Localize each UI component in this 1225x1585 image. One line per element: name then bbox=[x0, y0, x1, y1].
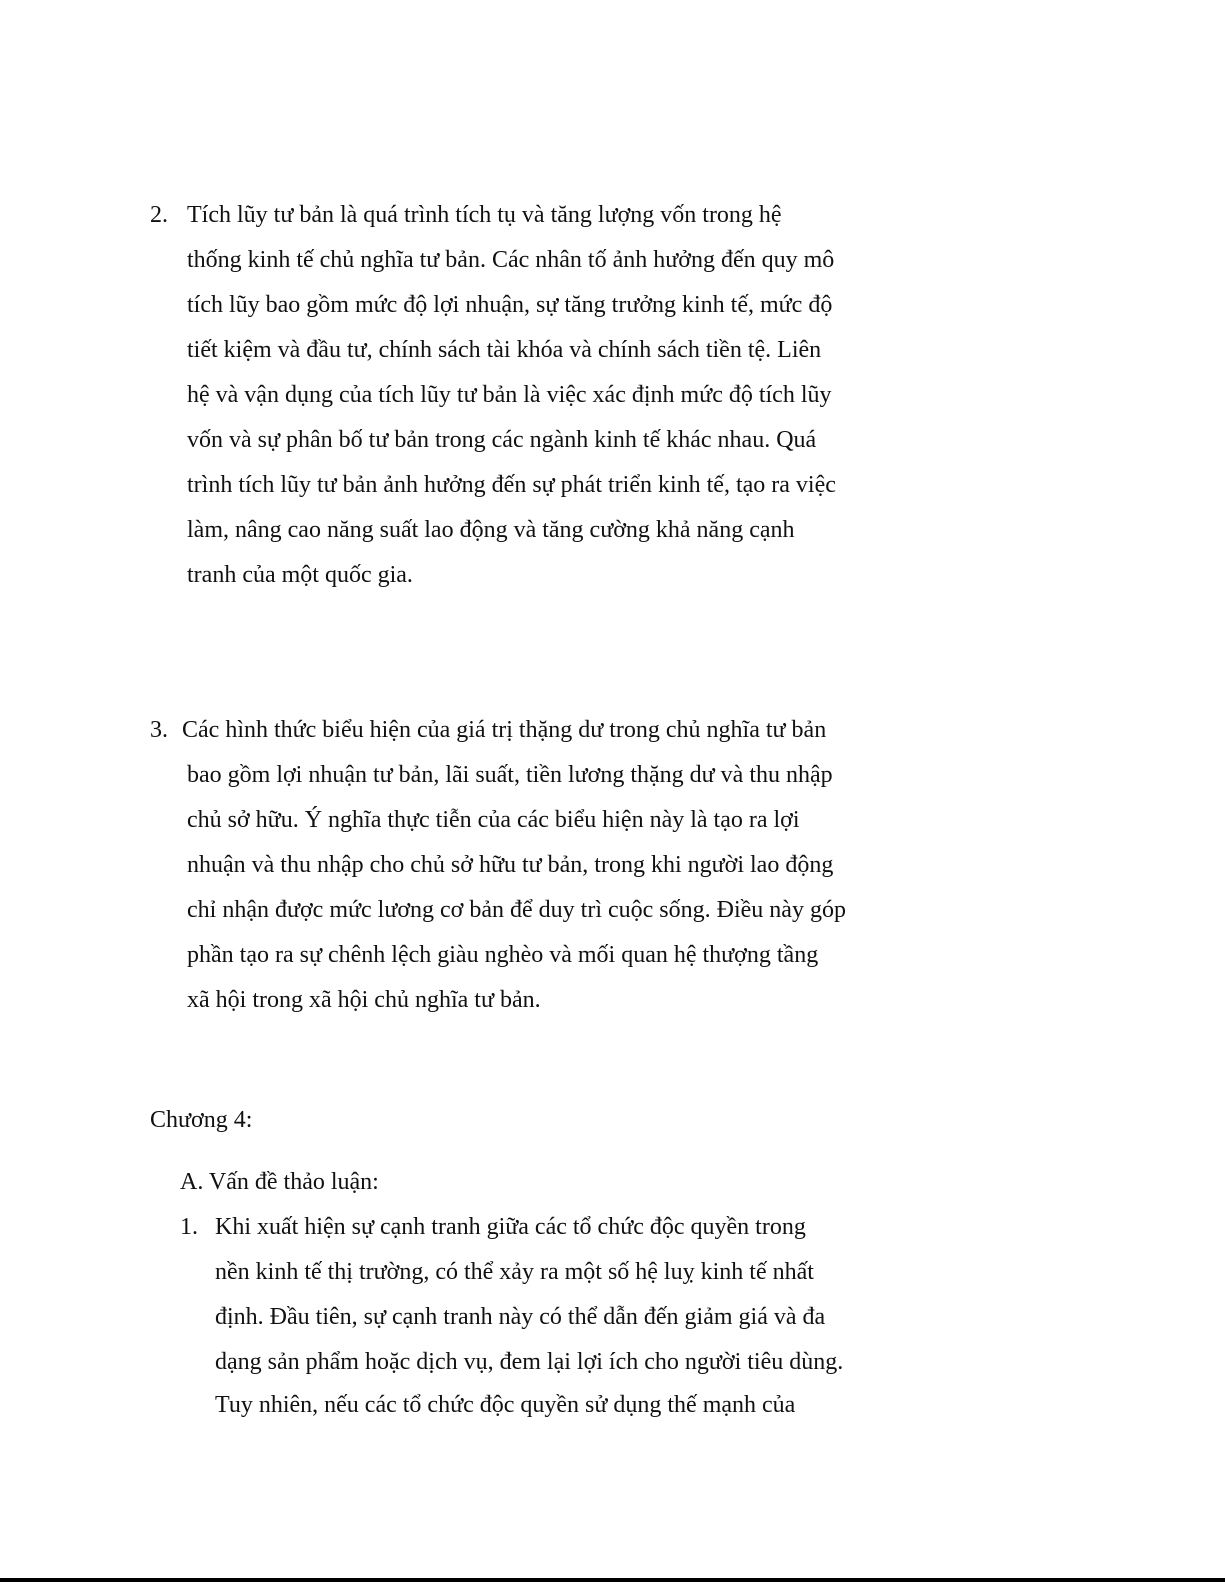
paragraph-line: Khi xuất hiện sự cạnh tranh giữa các tổ chức độc quyền trong bbox=[215, 1214, 806, 1240]
paragraph-line: Tuy nhiên, nếu các tổ chức độc quyền sử dụng thế mạnh của bbox=[215, 1392, 796, 1418]
paragraph-line: tranh của một quốc gia. bbox=[187, 562, 413, 588]
paragraph-line: trình tích lũy tư bản ảnh hưởng đến sự phát triển kinh tế, tạo ra việc bbox=[187, 472, 836, 498]
paragraph-line: nhuận và thu nhập cho chủ sở hữu tư bản, trong khi người lao động bbox=[187, 852, 834, 878]
page-bottom-border bbox=[0, 1578, 1225, 1582]
paragraph-line: định. Đầu tiên, sự cạnh tranh này có thể dẫn đến giảm giá và đa bbox=[215, 1304, 826, 1330]
list-number: 2. bbox=[150, 202, 168, 228]
list-number: 1. bbox=[180, 1214, 198, 1240]
paragraph-line: hệ và vận dụng của tích lũy tư bản là việc xác định mức độ tích lũy bbox=[187, 382, 832, 408]
paragraph-line: xã hội trong xã hội chủ nghĩa tư bản. bbox=[187, 987, 541, 1013]
paragraph-line: vốn và sự phân bố tư bản trong các ngành kinh tế khác nhau. Quá bbox=[187, 427, 817, 453]
chapter-heading: Chương 4: bbox=[150, 1107, 253, 1133]
paragraph-line: tích lũy bao gồm mức độ lợi nhuận, sự tăng trưởng kinh tế, mức độ bbox=[187, 292, 833, 318]
paragraph-line: làm, nâng cao năng suất lao động và tăng cường khả năng cạnh bbox=[187, 517, 795, 543]
section-subheading: A. Vấn đề thảo luận: bbox=[180, 1169, 379, 1195]
paragraph-line: dạng sản phẩm hoặc dịch vụ, đem lại lợi ích cho người tiêu dùng. bbox=[215, 1349, 844, 1375]
paragraph-line: bao gồm lợi nhuận tư bản, lãi suất, tiền lương thặng dư và thu nhập bbox=[187, 762, 833, 788]
paragraph-line: Các hình thức biểu hiện của giá trị thặng dư trong chủ nghĩa tư bản bbox=[182, 717, 827, 743]
paragraph-line: phần tạo ra sự chênh lệch giàu nghèo và mối quan hệ thượng tầng bbox=[187, 942, 819, 968]
paragraph-line: tiết kiệm và đầu tư, chính sách tài khóa và chính sách tiền tệ. Liên bbox=[187, 337, 822, 363]
paragraph-line: Tích lũy tư bản là quá trình tích tụ và tăng lượng vốn trong hệ bbox=[187, 202, 782, 228]
paragraph-line: chỉ nhận được mức lương cơ bản để duy trì cuộc sống. Điều này góp bbox=[187, 897, 846, 923]
paragraph-line: chủ sở hữu. Ý nghĩa thực tiễn của các biểu hiện này là tạo ra lợi bbox=[187, 807, 800, 833]
paragraph-line: nền kinh tế thị trường, có thể xảy ra một số hệ luỵ kinh tế nhất bbox=[215, 1259, 814, 1285]
list-number: 3. bbox=[150, 717, 168, 743]
paragraph-line: thống kinh tế chủ nghĩa tư bản. Các nhân tố ảnh hưởng đến quy mô bbox=[187, 247, 835, 273]
